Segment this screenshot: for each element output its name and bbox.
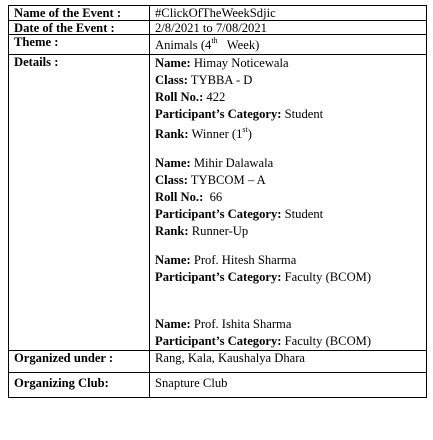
participant-name: Prof. Hitesh Sharma <box>190 253 297 268</box>
participant-name: Prof. Ishita Sharma <box>190 317 292 332</box>
participant-1 <box>155 55 422 143</box>
participant-3 <box>155 252 422 286</box>
rank-superscript: st <box>242 125 248 134</box>
details-row <box>9 55 427 351</box>
organizing-club-row <box>9 373 427 398</box>
participant-name: Mihir Dalawala <box>190 156 274 171</box>
organizing-club-value: Snapture Club <box>150 373 427 398</box>
participant-category: Student <box>281 207 324 222</box>
event-name-row <box>9 6 427 21</box>
theme-value <box>150 35 427 55</box>
category-label: Participant’s Category: <box>155 334 282 349</box>
class-label: Class: <box>155 173 188 188</box>
roll-label: Roll No.: <box>155 90 204 105</box>
rank-suffix: ) <box>247 127 252 142</box>
event-date-label: Date of the Event : <box>9 20 150 35</box>
name-label: Name: <box>155 56 191 71</box>
details-label: Details : <box>9 55 150 351</box>
theme-suffix: Week) <box>217 38 260 53</box>
category-label: Participant’s Category: <box>155 207 282 222</box>
participant-rank: Runner-Up <box>188 224 249 239</box>
organized-under-label: Organized under : <box>9 351 150 373</box>
class-label: Class: <box>155 73 188 88</box>
rank-label: Rank: <box>155 224 189 239</box>
rank-label: Rank: <box>155 127 189 142</box>
participant-roll: 422 <box>203 90 226 105</box>
event-name-label: Name of the Event : <box>9 6 150 21</box>
event-details-table <box>8 5 427 398</box>
participant-category: Student <box>281 107 324 122</box>
organized-under-value: Rang, Kala, Kaushalya Dhara <box>150 351 427 373</box>
name-label: Name: <box>155 156 191 171</box>
name-label: Name: <box>155 317 191 332</box>
event-date-value: 2/8/2021 to 7/08/2021 <box>150 20 427 35</box>
theme-text: Animals (4 <box>155 38 212 53</box>
theme-label: Theme : <box>9 35 150 55</box>
organizing-club-label: Organizing Club: <box>9 373 150 398</box>
participant-class: TYBBA - D <box>187 73 253 88</box>
event-date-row <box>9 20 427 35</box>
theme-row <box>9 35 427 55</box>
category-label: Participant’s Category: <box>155 270 282 285</box>
event-report <box>8 5 426 433</box>
participant-class: TYBCOM – A <box>187 173 266 188</box>
roll-label: Roll No.: <box>155 190 204 205</box>
participant-rank: Winner (1 <box>188 127 243 142</box>
theme-superscript: th <box>211 36 218 45</box>
participant-name: Himay Noticewala <box>190 56 289 71</box>
participant-2 <box>155 155 422 240</box>
details-value <box>150 55 427 351</box>
participant-4 <box>155 316 422 350</box>
participant-roll: 66 <box>203 190 223 205</box>
participant-category: Faculty (BCOM) <box>281 334 372 349</box>
event-name-value: #ClickOfTheWeekSdjic <box>150 6 427 21</box>
name-label: Name: <box>155 253 191 268</box>
organized-under-row <box>9 351 427 373</box>
participant-category: Faculty (BCOM) <box>281 270 372 285</box>
category-label: Participant’s Category: <box>155 107 282 122</box>
